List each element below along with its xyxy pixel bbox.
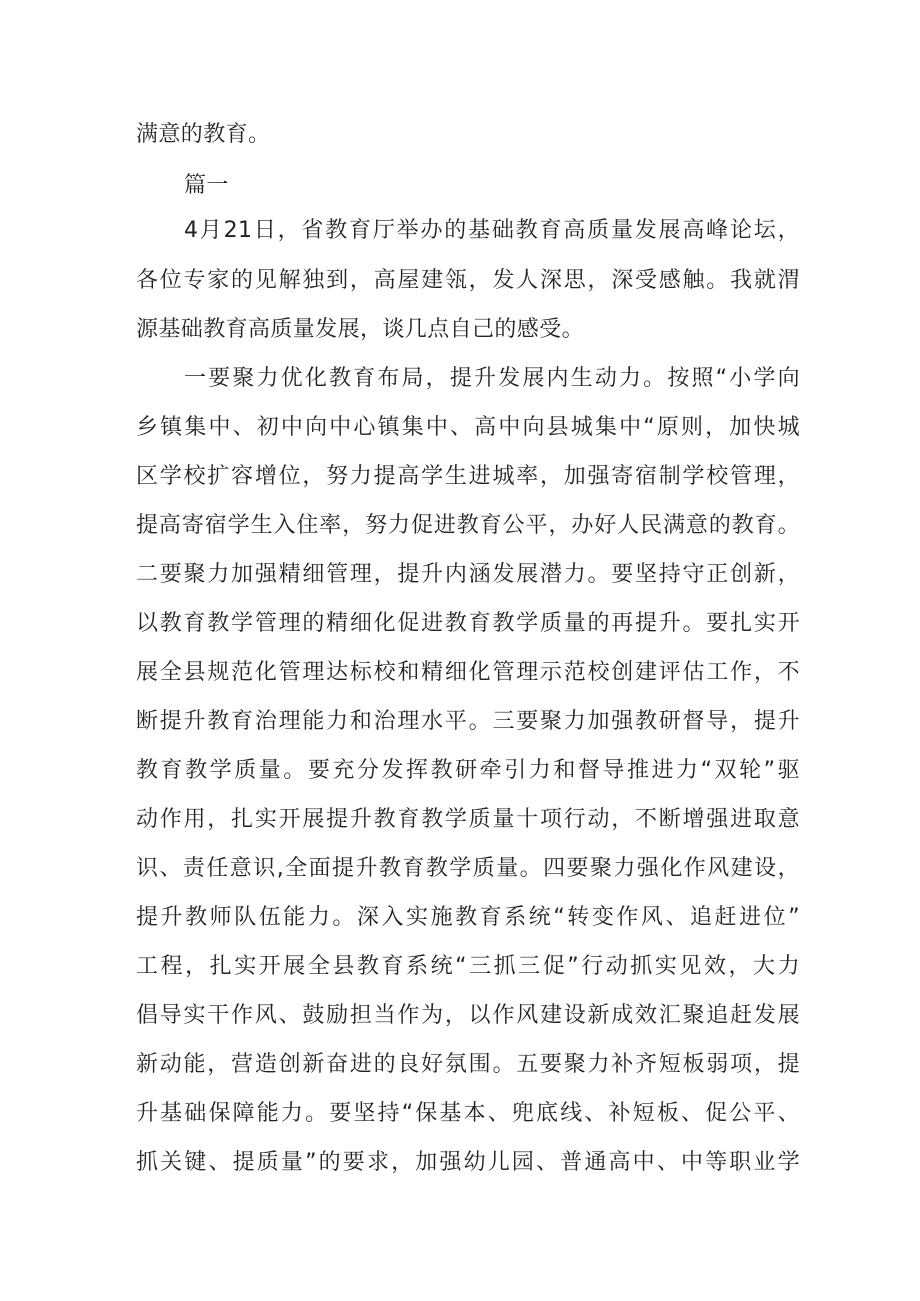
text-line: 一要聚力优化教育布局，提升发展内生动力。按照“小学向 xyxy=(184,366,800,391)
text-line: 新动能，营造创新奋进的良好氛围。五要聚力补齐短板弱项，提 xyxy=(136,1052,800,1077)
text-line: 提升教师队伍能力。深入实施教育系统“转变作风、追赶进位” xyxy=(136,905,800,930)
text-line: 倡导实干作风、鼓励担当作为，以作风建设新成效汇聚追赶发展 xyxy=(136,1003,800,1028)
text-line: 动作用，扎实开展提升教育教学质量十项行动，不断增强进取意 xyxy=(136,807,800,832)
text-line: 各位专家的见解独到，高屋建瓴，发人深思，深受感触。我就渭 xyxy=(136,268,800,293)
text-line: 乡镇集中、初中向中心镇集中、高中向县城集中“原则，加快城 xyxy=(136,415,800,440)
text-line: 识、责任意识,全面提升教育教学质量。四要聚力强化作风建设， xyxy=(136,856,800,881)
text-line: 抓关键、提质量”的要求，加强幼儿园、普通高中、中等职业学 xyxy=(136,1150,800,1175)
text-line: 满意的教育。 xyxy=(136,122,271,147)
text-line: 二要聚力加强精细管理，提升内涵发展潜力。要坚持守正创新， xyxy=(136,562,800,587)
text-line: 源基础教育高质量发展，谈几点自己的感受。 xyxy=(136,317,585,342)
text-line: 区学校扩容增位，努力提高学生进城率，加强寄宿制学校管理， xyxy=(136,464,800,489)
section-heading: 篇一 xyxy=(184,173,229,198)
text-line: 提高寄宿学生入住率，努力促进教育公平，办好人民满意的教育。 xyxy=(136,513,800,538)
text-line: 展全县规范化管理达标校和精细化管理示范校创建评估工作，不 xyxy=(136,660,800,685)
text-line: 以教育教学管理的精细化促进教育教学质量的再提升。要扎实开 xyxy=(136,611,800,636)
text-line: 教育教学质量。要充分发挥教研牵引力和督导推进力“双轮”驱 xyxy=(136,758,800,783)
text-line: 4月21日，省教育厅举办的基础教育高质量发展高峰论坛， xyxy=(184,218,800,243)
text-line: 断提升教育治理能力和治理水平。三要聚力加强教研督导，提升 xyxy=(136,709,800,734)
text-line: 升基础保障能力。要坚持“保基本、兜底线、补短板、促公平、 xyxy=(136,1101,800,1126)
text-line: 工程，扎实开展全县教育系统“三抓三促”行动抓实见效，大力 xyxy=(136,954,800,979)
